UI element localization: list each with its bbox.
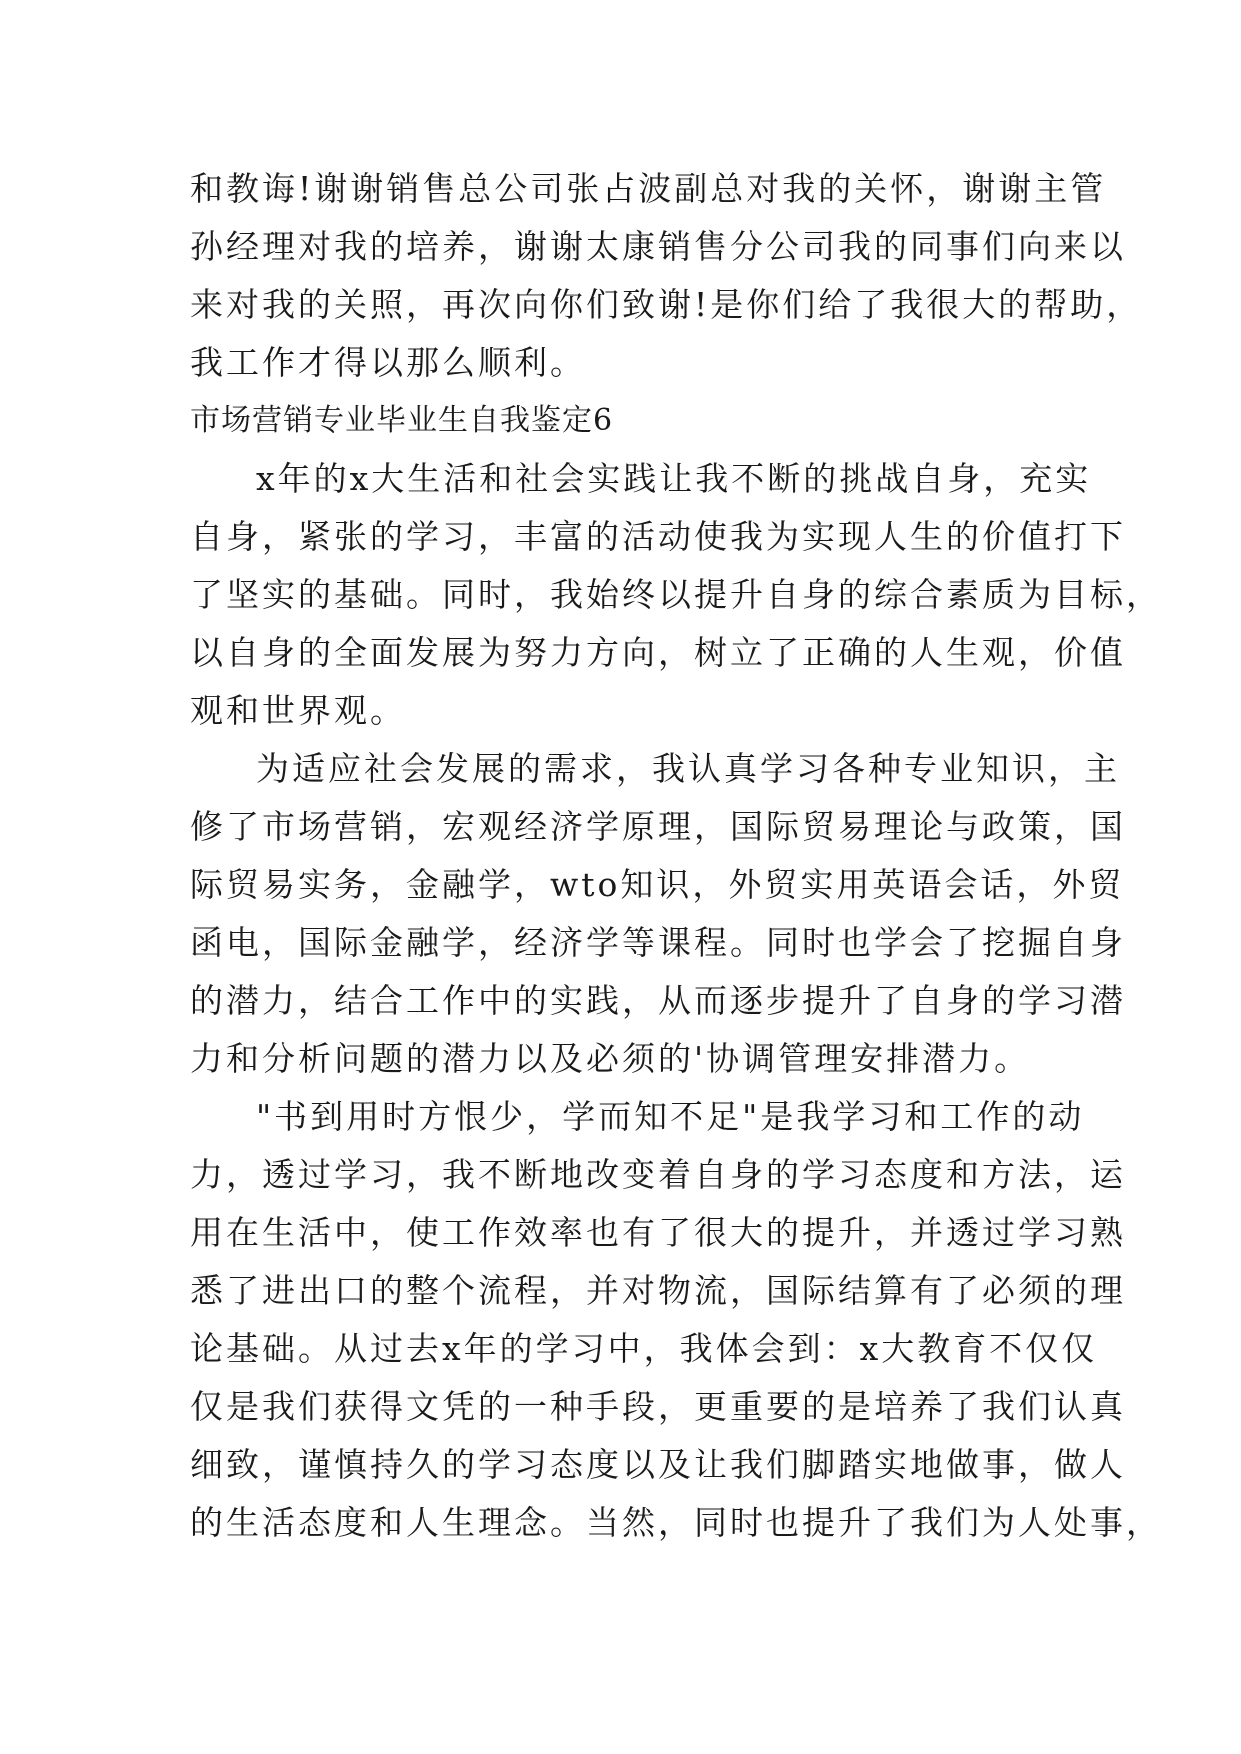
- text-line: 细致，谨慎持久的学习态度以及让我们脚踏实地做事，做人: [190, 1445, 1126, 1484]
- text-line: 仅是我们获得文凭的一种手段，更重要的是培养了我们认真: [190, 1387, 1126, 1426]
- text-line: 力和分析问题的潜力以及必须的'协调管理安排潜力。: [190, 1039, 1031, 1078]
- text-line: 际贸易实务，金融学，wto知识，外贸实用英语会话，外贸: [190, 865, 1125, 904]
- text-line: 用在生活中，使工作效率也有了很大的提升，并透过学习熟: [190, 1213, 1126, 1252]
- text-line: 力，透过学习，我不断地改变着自身的学习态度和方法，运: [190, 1155, 1126, 1194]
- text-line: 函电，国际金融学，经济学等课程。同时也学会了挖掘自身: [190, 923, 1126, 962]
- text-line: x年的x大生活和社会实践让我不断的挑战自身，充实: [256, 459, 1092, 498]
- document-body: [190, 160, 1162, 1552]
- text-line: 和教诲!谢谢销售总公司张占波副总对我的关怀，谢谢主管: [190, 169, 1107, 208]
- text-line: 的潜力，结合工作中的实践，从而逐步提升了自身的学习潜: [190, 981, 1126, 1020]
- text-line: 来对我的关照，再次向你们致谢!是你们给了我很大的帮助，: [190, 285, 1143, 324]
- paragraph-1: [190, 450, 1162, 740]
- paragraph-3: [190, 1088, 1162, 1552]
- text-line: 论基础。从过去x年的学习中，我体会到：x大教育不仅仅: [190, 1329, 1098, 1368]
- text-line: 自身，紧张的学习，丰富的活动使我为实现人生的价值打下: [190, 517, 1126, 556]
- text-line: 为适应社会发展的需求，我认真学习各种专业知识，主: [256, 749, 1120, 788]
- text-line: 孙经理对我的培养，谢谢太康销售分公司我的同事们向来以: [190, 227, 1126, 266]
- text-line: 以自身的全面发展为努力方向，树立了正确的人生观，价值: [190, 633, 1126, 672]
- text-line: 修了市场营销，宏观经济学原理，国际贸易理论与政策，国: [190, 807, 1126, 846]
- text-line: 了坚实的基础。同时，我始终以提升自身的综合素质为目标，: [190, 575, 1162, 614]
- paragraph-2: [190, 740, 1126, 1088]
- text-line: 观和世界观。: [190, 691, 406, 730]
- text-line: 悉了进出口的整个流程，并对物流，国际结算有了必须的理: [190, 1271, 1126, 1310]
- intro-paragraph: [190, 160, 1143, 392]
- text-line: "书到用时方恨少，学而知不足"是我学习和工作的动: [256, 1097, 1085, 1136]
- text-line: 我工作才得以那么顺利。: [190, 343, 586, 382]
- text-line: 的生活态度和人生理念。当然，同时也提升了我们为人处事，: [190, 1503, 1162, 1542]
- section-heading: 市场营销专业毕业生自我鉴定6: [190, 403, 614, 438]
